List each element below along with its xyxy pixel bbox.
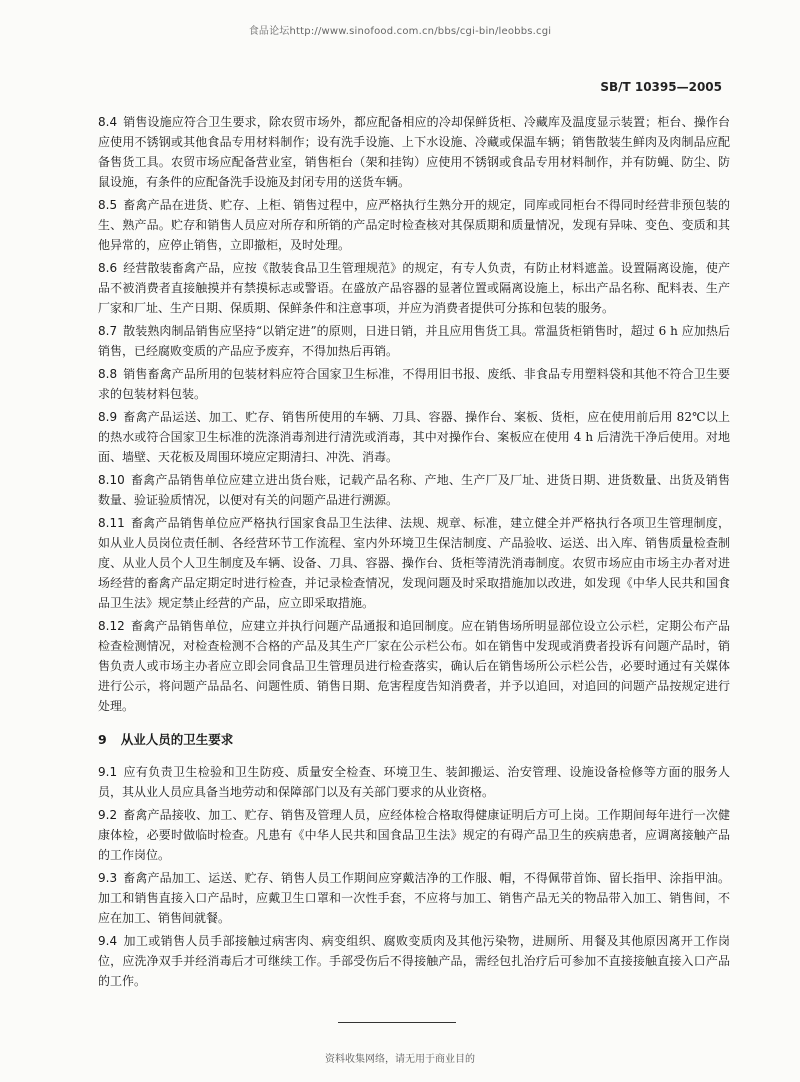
clause-number: 9.3 xyxy=(98,871,118,885)
clause-number: 8.5 xyxy=(98,198,118,212)
clause-number: 8.6 xyxy=(98,261,118,275)
clause-text: 畜禽产品销售单位应建立进出货台账，记载产品名称、产地、生产厂及厂址、进货日期、进货数量、出货及销售数量、验证验质情况，以便对有关的问题产品进行溯源。 xyxy=(98,473,730,507)
clause-text: 经营散装畜禽产品，应按《散装食品卫生管理规范》的规定，有专人负责，有防止材料遮盖。设置隔离设施，使产品不被消费者直接触摸并有禁摸标志或警语。在盛放产品容器的显著位置或隔离设施上，标出产品名称、配料表、生产厂家和厂址、生产日期、保质期、保鲜条件和注意事项，并应为消费者提供可分拣和包装的服务。 xyxy=(98,261,730,315)
clause-number: 8.10 xyxy=(98,473,125,487)
section-number: 9 xyxy=(98,732,107,747)
clause-text: 应有负责卫生检验和卫生防疫、质量安全检查、环境卫生、装卸搬运、治安管理、设施设备检修等方面的服务人员，其从业人员应具备当地劳动和保障部门以及有关部门要求的从业资格。 xyxy=(98,765,730,799)
clause-text: 销售设施应符合卫生要求，除农贸市场外，都应配备相应的冷却保鲜货柜、冷藏库及温度显示装置；柜台、操作台应使用不锈钢或其他食品专用材料制作；设有洗手设施、上下水设施、冷藏或保温车辆；销售散装生鲜肉及肉制品应配备售货工具。农贸市场应配备营业室，销售柜台（架和挂钩）应使用不锈钢或食品专用材料制作，并有防蝇、防尘、防鼠设施，有条件的应配备洗手设施及封闭专用的送货车辆。 xyxy=(98,115,730,189)
clause-text: 畜禽产品加工、运送、贮存、销售人员工作期间应穿戴洁净的工作服、帽，不得佩带首饰、留长指甲、涂指甲油。加工和销售直接入口产品时，应戴卫生口罩和一次性手套，不应将与加工、销售产品无关的物品带入加工、销售间，不应在加工、销售间就餐。 xyxy=(98,871,730,925)
clause-number: 8.11 xyxy=(98,516,125,530)
end-of-text-rule xyxy=(338,1022,456,1023)
clause-8-6 xyxy=(98,258,730,318)
clause-number: 8.9 xyxy=(98,410,118,424)
clause-text: 畜禽产品在进货、贮存、上柜、销售过程中，应严格执行生熟分开的规定，同库或同柜台不得同时经营非预包装的生、熟产品。贮存和销售人员应对所存和所销的产品定时检查核对其保质期和质量情况，发现有异味、变色、变质和其他异常的，应停止销售，立即撤柜，及时处理。 xyxy=(98,198,730,252)
section-9-heading xyxy=(98,730,730,748)
clause-9-2 xyxy=(98,805,730,865)
clause-number: 8.4 xyxy=(98,115,118,129)
clause-text: 畜禽产品运送、加工、贮存、销售所使用的车辆、刀具、容器、操作台、案板、货柜，应在使用前后用 82℃以上的热水或符合国家卫生标准的洗涤消毒剂进行清洗或消毒，其中对操作台、案板应在使用 4 h 后清洗干净后使用。对地面、墙壁、天花板及周围环境应定期清扫、冲洗、消毒。 xyxy=(98,410,730,464)
clause-8-5 xyxy=(98,195,730,255)
clause-text: 销售畜禽产品所用的包装材料应符合国家卫生标准，不得用旧书报、废纸、非食品专用塑料袋和其他不符合卫生要求的包装材料包装。 xyxy=(98,367,730,401)
clause-number: 8.7 xyxy=(98,324,118,338)
footer-note: 资料收集网络，请无用于商业目的 xyxy=(325,1054,475,1065)
document-body xyxy=(98,112,730,994)
clause-number: 9.4 xyxy=(98,934,118,948)
standard-number: SB/T 10395—2005 xyxy=(600,80,722,94)
clause-9-4 xyxy=(98,931,730,991)
clause-8-10 xyxy=(98,470,730,510)
clause-text: 加工或销售人员手部接触过病害肉、病变组织、腐败变质肉及其他污染物，进厕所、用餐及其他原因离开工作岗位，应洗净双手并经消毒后才可继续工作。手部受伤后不得接触产品，需经包扎治疗后可参加不直接接触直接入口产品的工作。 xyxy=(98,934,730,988)
clause-8-4 xyxy=(98,112,730,192)
source-url-header: 食品论坛http://www.sinofood.com.cn/bbs/cgi-bin/leobbs.cgi xyxy=(248,26,552,37)
clause-8-12 xyxy=(98,616,730,716)
clause-text: 畜禽产品接收、加工、贮存、销售及管理人员，应经体检合格取得健康证明后方可上岗。工作期间每年进行一次健康体检，必要时做临时检查。凡患有《中华人民共和国食品卫生法》规定的有碍产品卫生的疾病患者，应调离接触产品的工作岗位。 xyxy=(98,808,730,862)
clause-number: 9.2 xyxy=(98,808,118,822)
clause-text: 畜禽产品销售单位应严格执行国家食品卫生法律、法规、规章、标准，建立健全并严格执行各项卫生管理制度，如从业人员岗位责任制、各经营环节工作流程、室内外环境卫生保洁制度、产品验收、运送、出入库、销售质量检查制度、从业人员个人卫生制度及车辆、设备、刀具、容器、操作台、货柜等清洗消毒制度。农贸市场应由市场主办者对进场经营的畜禽产品定期定时进行检查，并记录检查情况，发现问题及时采取措施加以改进，如发现《中华人民共和国食品卫生法》规定禁止经营的产品，应立即采取措施。 xyxy=(98,516,730,610)
section-title: 从业人员的卫生要求 xyxy=(120,732,234,747)
clause-8-8 xyxy=(98,364,730,404)
clause-8-11 xyxy=(98,513,730,613)
clause-number: 8.8 xyxy=(98,367,118,381)
clause-8-9 xyxy=(98,407,730,467)
clause-9-3 xyxy=(98,868,730,928)
clause-text: 散装熟肉制品销售应坚持“以销定进”的原则，日进日销，并且应用售货工具。常温货柜销售时，超过 6 h 应加热后销售，已经腐败变质的产品应予废弃，不得加热后再销。 xyxy=(98,324,730,358)
clause-8-7 xyxy=(98,321,730,361)
clause-text: 畜禽产品销售单位，应建立并执行问题产品通报和追回制度。应在销售场所明显部位设立公示栏，定期公布产品检查检测情况，对检查检测不合格的产品及其生产厂家在公示栏公布。如在销售中发现或消费者投诉有问题产品时，销售负责人或市场主办者应立即会同食品卫生管理员进行检查落实，确认后在销售场所公示栏公告，必要时通过有关媒体进行公示，将问题产品品名、问题性质、销售日期、危害程度告知消费者，并予以追回，对追回的问题产品按规定进行处理。 xyxy=(98,619,730,713)
clause-9-1 xyxy=(98,762,730,802)
clause-number: 9.1 xyxy=(98,765,118,779)
clause-number: 8.12 xyxy=(98,619,125,633)
